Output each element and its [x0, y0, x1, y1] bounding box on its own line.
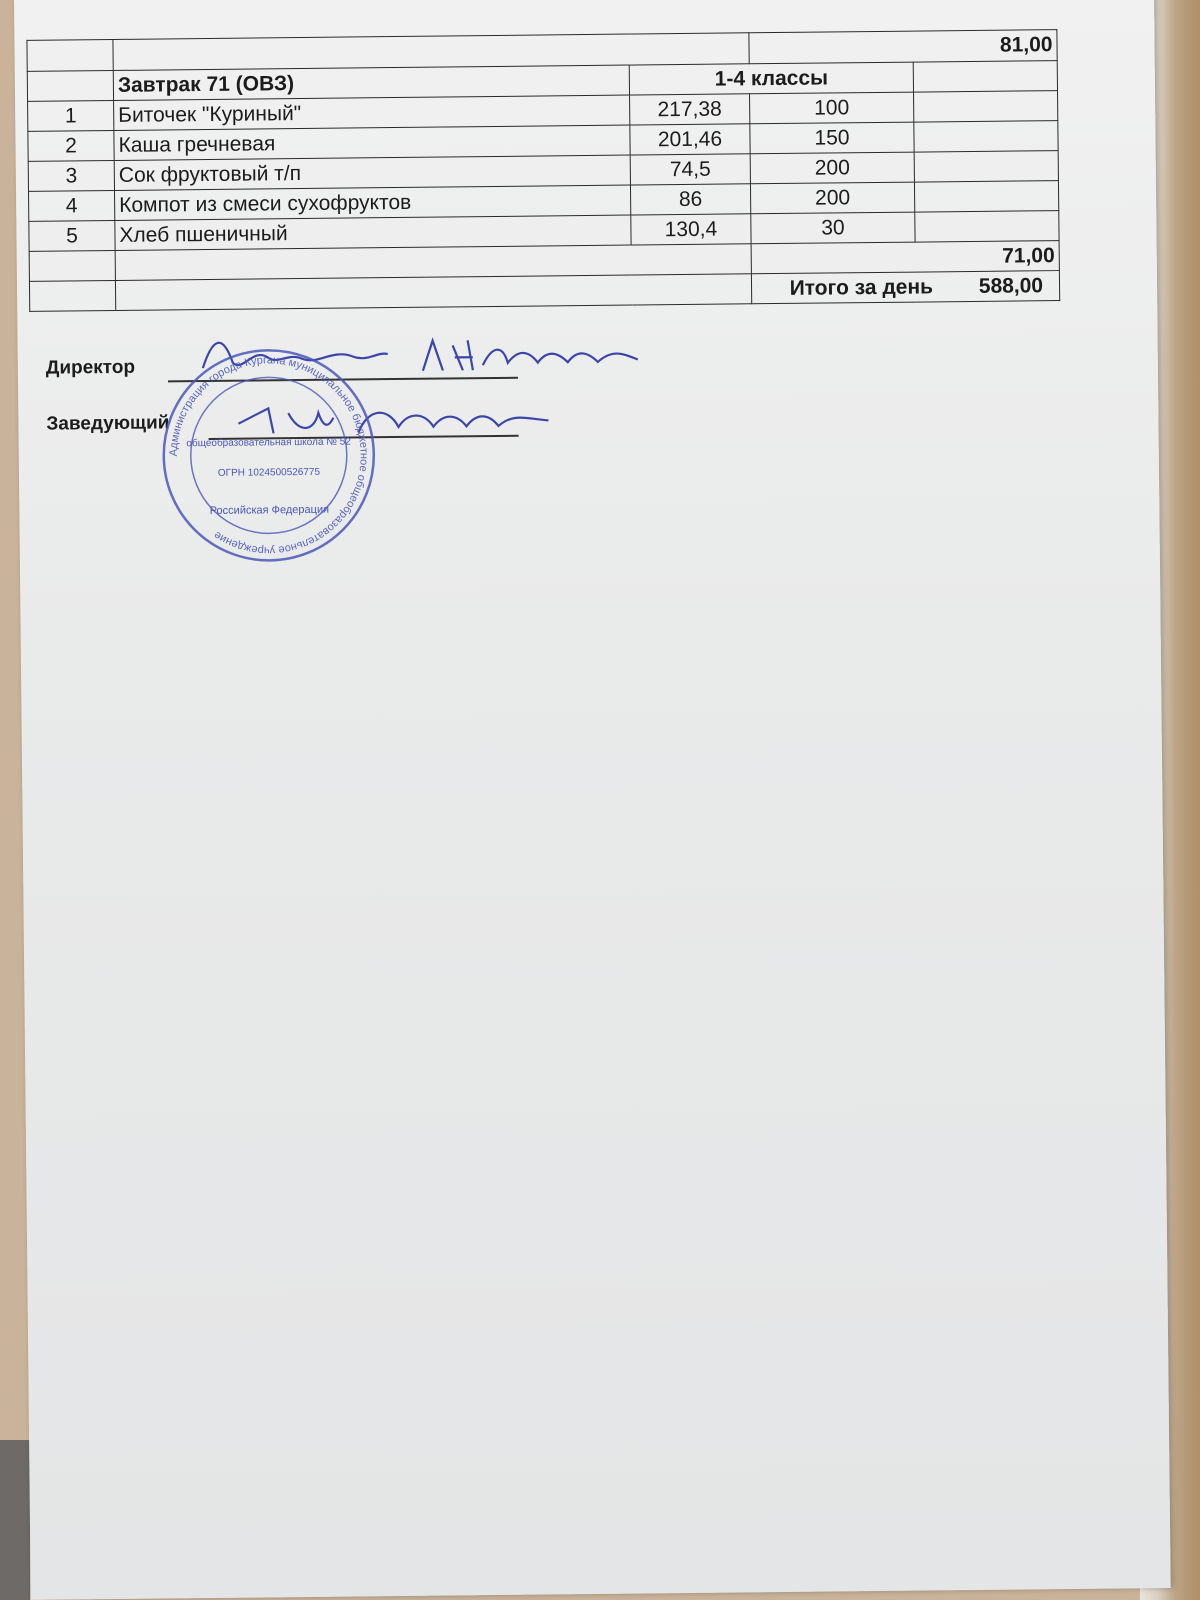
- dish-name: Хлеб пшеничный: [115, 215, 631, 250]
- day-total-label: Итого за день: [789, 274, 934, 300]
- dish-calories: 217,38: [630, 94, 750, 125]
- grade-label: 1-4 классы: [629, 62, 913, 95]
- dish-name: Биточек "Куриный": [114, 95, 630, 130]
- row-number: 2: [28, 130, 114, 161]
- official-stamp-seal: [158, 344, 380, 566]
- menu-table: [26, 29, 1060, 312]
- dish-calories: 130,4: [631, 214, 751, 245]
- top-total-value: 81,00: [749, 30, 1057, 64]
- dish-calories: 74,5: [630, 154, 750, 185]
- svg-text:Администрация города Кургана м: [167, 353, 371, 557]
- stamp-outer-text: Администрация города Кургана муниципальное бюджетное общеобразовательное учреждение: [167, 354, 370, 557]
- dish-name: Сок фруктовый т/п: [114, 155, 630, 190]
- day-total-value: 588,00: [978, 273, 1044, 298]
- row-number: 4: [29, 190, 115, 221]
- director-label: Директор: [45, 356, 136, 379]
- dish-calories: 201,46: [630, 124, 750, 155]
- dish-weight: 150: [750, 122, 914, 154]
- background-corner: [0, 1440, 30, 1600]
- dish-name: Компот из смеси сухофруктов: [114, 185, 630, 220]
- dish-weight: 100: [750, 92, 914, 124]
- stamp-inner-text: общеобразовательная школа № 52: [186, 436, 351, 450]
- dish-weight: 200: [750, 152, 914, 184]
- dish-weight: 30: [751, 212, 915, 244]
- stamp-country: Российская Федерация: [209, 503, 330, 517]
- dish-name: Каша гречневая: [114, 125, 630, 160]
- manager-label: Заведующий: [46, 412, 170, 435]
- meal-title: Завтрак 71 (ОВЗ): [113, 65, 629, 100]
- row-number: 1: [28, 100, 114, 131]
- dish-weight: 200: [750, 182, 914, 214]
- document-page: [14, 0, 1171, 1600]
- row-number: 3: [28, 160, 114, 191]
- stamp-ogrn: ОГРН 1024500526775: [217, 466, 321, 479]
- row-number: 5: [29, 220, 115, 251]
- dish-calories: 86: [630, 184, 750, 215]
- meal-total-value: 71,00: [751, 241, 1059, 274]
